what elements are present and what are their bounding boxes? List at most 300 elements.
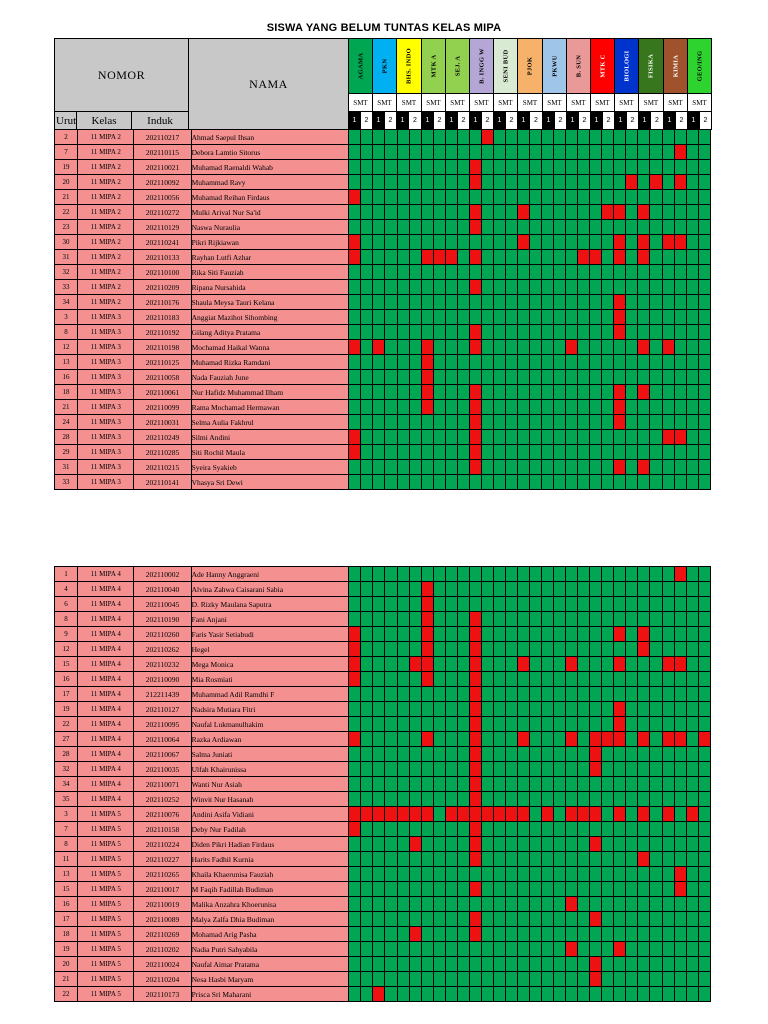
complete-cell — [433, 340, 445, 355]
complete-cell — [445, 912, 457, 927]
complete-cell — [361, 837, 373, 852]
complete-cell — [457, 400, 469, 415]
complete-cell — [349, 325, 361, 340]
complete-cell — [590, 672, 602, 687]
complete-cell — [686, 717, 698, 732]
incomplete-cell — [349, 190, 361, 205]
complete-cell — [457, 295, 469, 310]
complete-cell — [361, 430, 373, 445]
complete-cell — [349, 160, 361, 175]
complete-cell — [602, 430, 614, 445]
complete-cell — [602, 882, 614, 897]
subject-name: FISIKA — [647, 53, 655, 79]
complete-cell — [409, 717, 421, 732]
kelas-cell: 11 MIPA 5 — [78, 852, 134, 867]
complete-cell — [686, 567, 698, 582]
complete-cell — [674, 415, 686, 430]
kelas-cell: 11 MIPA 4 — [78, 672, 134, 687]
nama-cell: Ahmad Saepul Ihsan — [191, 130, 349, 145]
complete-cell — [493, 627, 505, 642]
complete-cell — [469, 295, 481, 310]
complete-cell — [578, 340, 590, 355]
complete-cell — [530, 927, 542, 942]
table-row — [55, 145, 711, 160]
complete-cell — [686, 265, 698, 280]
complete-cell — [493, 235, 505, 250]
incomplete-cell — [469, 325, 481, 340]
incomplete-cell — [614, 310, 626, 325]
complete-cell — [590, 190, 602, 205]
complete-cell — [698, 460, 710, 475]
complete-cell — [505, 912, 517, 927]
nama-cell: Debora Lamtio Sitorus — [191, 145, 349, 160]
complete-cell — [373, 822, 385, 837]
complete-cell — [542, 672, 554, 687]
incomplete-cell — [445, 807, 457, 822]
complete-cell — [421, 460, 433, 475]
complete-cell — [566, 777, 578, 792]
kelas-cell: 11 MIPA 2 — [78, 250, 134, 265]
complete-cell — [674, 627, 686, 642]
complete-cell — [530, 807, 542, 822]
complete-cell — [517, 567, 529, 582]
induk-cell: 202110272 — [134, 205, 191, 220]
nama-cell: Hegel — [191, 642, 349, 657]
complete-cell — [409, 175, 421, 190]
complete-cell — [698, 145, 710, 160]
complete-cell — [481, 280, 493, 295]
semester-2-header: 2 — [650, 111, 664, 130]
complete-cell — [397, 747, 409, 762]
complete-cell — [373, 370, 385, 385]
complete-cell — [614, 927, 626, 942]
complete-cell — [445, 927, 457, 942]
complete-cell — [373, 235, 385, 250]
complete-cell — [361, 627, 373, 642]
complete-cell — [373, 175, 385, 190]
complete-cell — [409, 295, 421, 310]
complete-cell — [590, 205, 602, 220]
complete-cell — [445, 355, 457, 370]
complete-cell — [698, 295, 710, 310]
table-row — [55, 385, 711, 400]
kelas-cell: 11 MIPA 2 — [78, 220, 134, 235]
complete-cell — [517, 912, 529, 927]
complete-cell — [566, 867, 578, 882]
complete-cell — [686, 912, 698, 927]
complete-cell — [349, 852, 361, 867]
complete-cell — [385, 310, 397, 325]
complete-cell — [626, 370, 638, 385]
subject-name: MTK C — [599, 54, 606, 78]
incomplete-cell — [614, 807, 626, 822]
complete-cell — [481, 370, 493, 385]
urut-cell: 31 — [55, 460, 78, 475]
induk-cell: 202110202 — [134, 942, 191, 957]
complete-cell — [638, 175, 650, 190]
complete-cell — [554, 957, 566, 972]
complete-cell — [349, 702, 361, 717]
kelas-cell: 11 MIPA 5 — [78, 882, 134, 897]
incomplete-cell — [614, 415, 626, 430]
incomplete-cell — [409, 807, 421, 822]
complete-cell — [349, 567, 361, 582]
complete-cell — [517, 280, 529, 295]
complete-cell — [481, 957, 493, 972]
incomplete-cell — [542, 807, 554, 822]
complete-cell — [686, 642, 698, 657]
complete-cell — [397, 205, 409, 220]
urut-cell: 21 — [55, 190, 78, 205]
complete-cell — [493, 897, 505, 912]
complete-cell — [349, 927, 361, 942]
complete-cell — [457, 897, 469, 912]
complete-cell — [373, 567, 385, 582]
complete-cell — [554, 972, 566, 987]
complete-cell — [638, 145, 650, 160]
complete-cell — [602, 475, 614, 490]
complete-cell — [445, 310, 457, 325]
complete-cell — [590, 235, 602, 250]
complete-cell — [481, 567, 493, 582]
complete-cell — [433, 430, 445, 445]
complete-cell — [566, 672, 578, 687]
complete-cell — [590, 220, 602, 235]
complete-cell — [554, 295, 566, 310]
complete-cell — [517, 265, 529, 280]
induk-cell: 202110058 — [134, 370, 191, 385]
complete-cell — [542, 837, 554, 852]
complete-cell — [698, 717, 710, 732]
complete-cell — [554, 190, 566, 205]
nama-cell: Khaila Khaerunisa Fauziah — [191, 867, 349, 882]
complete-cell — [590, 400, 602, 415]
complete-cell — [517, 957, 529, 972]
complete-cell — [361, 957, 373, 972]
complete-cell — [698, 897, 710, 912]
complete-cell — [590, 567, 602, 582]
complete-cell — [361, 642, 373, 657]
nama-cell: Siti Rochil Maula — [191, 445, 349, 460]
complete-cell — [397, 972, 409, 987]
complete-cell — [578, 612, 590, 627]
complete-cell — [602, 717, 614, 732]
complete-cell — [626, 582, 638, 597]
complete-cell — [373, 430, 385, 445]
complete-cell — [614, 957, 626, 972]
complete-cell — [409, 822, 421, 837]
urut-cell: 18 — [55, 927, 78, 942]
complete-cell — [686, 460, 698, 475]
subject-header-2 — [372, 38, 397, 94]
complete-cell — [481, 205, 493, 220]
complete-cell — [349, 400, 361, 415]
complete-cell — [493, 190, 505, 205]
incomplete-cell — [469, 852, 481, 867]
complete-cell — [457, 370, 469, 385]
complete-cell — [686, 867, 698, 882]
complete-cell — [421, 175, 433, 190]
complete-cell — [578, 822, 590, 837]
complete-cell — [554, 597, 566, 612]
complete-cell — [530, 445, 542, 460]
nama-cell: D. Rizky Maulana Saputra — [191, 597, 349, 612]
complete-cell — [397, 145, 409, 160]
complete-cell — [662, 597, 674, 612]
complete-cell — [650, 747, 662, 762]
complete-cell — [698, 747, 710, 762]
complete-cell — [650, 822, 662, 837]
complete-cell — [674, 325, 686, 340]
complete-cell — [530, 957, 542, 972]
complete-cell — [349, 747, 361, 762]
induk-cell: 202110019 — [134, 897, 191, 912]
complete-cell — [542, 130, 554, 145]
complete-cell — [517, 400, 529, 415]
incomplete-cell — [614, 325, 626, 340]
complete-cell — [445, 597, 457, 612]
complete-cell — [590, 280, 602, 295]
complete-cell — [469, 942, 481, 957]
complete-cell — [554, 265, 566, 280]
complete-cell — [530, 702, 542, 717]
induk-cell: 202110076 — [134, 807, 191, 822]
complete-cell — [638, 867, 650, 882]
complete-cell — [554, 280, 566, 295]
complete-cell — [349, 265, 361, 280]
semester-1-header: 1 — [638, 111, 651, 130]
complete-cell — [481, 747, 493, 762]
induk-cell: 202110035 — [134, 762, 191, 777]
complete-cell — [517, 310, 529, 325]
complete-cell — [421, 415, 433, 430]
complete-cell — [409, 852, 421, 867]
incomplete-cell — [590, 250, 602, 265]
complete-cell — [397, 430, 409, 445]
table-row — [55, 687, 711, 702]
subject-name: PJOK — [526, 56, 534, 76]
complete-cell — [674, 777, 686, 792]
complete-cell — [530, 822, 542, 837]
complete-cell — [373, 942, 385, 957]
incomplete-cell — [674, 882, 686, 897]
complete-cell — [361, 415, 373, 430]
incomplete-cell — [421, 400, 433, 415]
complete-cell — [542, 567, 554, 582]
complete-cell — [542, 897, 554, 912]
complete-cell — [554, 582, 566, 597]
complete-cell — [614, 822, 626, 837]
complete-cell — [457, 927, 469, 942]
incomplete-cell — [469, 672, 481, 687]
complete-cell — [554, 912, 566, 927]
complete-cell — [626, 385, 638, 400]
complete-cell — [662, 445, 674, 460]
subject-header-7 — [493, 38, 518, 94]
complete-cell — [662, 702, 674, 717]
complete-cell — [433, 942, 445, 957]
complete-cell — [481, 582, 493, 597]
complete-cell — [578, 280, 590, 295]
complete-cell — [590, 777, 602, 792]
complete-cell — [530, 340, 542, 355]
complete-cell — [457, 792, 469, 807]
complete-cell — [421, 897, 433, 912]
urut-cell: 13 — [55, 355, 78, 370]
table-row — [55, 175, 711, 190]
incomplete-cell — [566, 657, 578, 672]
complete-cell — [493, 732, 505, 747]
complete-cell — [650, 145, 662, 160]
complete-cell — [493, 400, 505, 415]
complete-cell — [638, 355, 650, 370]
table-row — [55, 927, 711, 942]
complete-cell — [530, 597, 542, 612]
complete-cell — [433, 220, 445, 235]
complete-cell — [698, 942, 710, 957]
complete-cell — [349, 145, 361, 160]
complete-cell — [433, 852, 445, 867]
table-row — [55, 567, 711, 582]
complete-cell — [614, 687, 626, 702]
complete-cell — [481, 295, 493, 310]
complete-cell — [505, 852, 517, 867]
complete-cell — [662, 687, 674, 702]
incomplete-cell — [349, 732, 361, 747]
complete-cell — [493, 582, 505, 597]
induk-cell: 202110099 — [134, 400, 191, 415]
nama-cell: Muhammad Ravy — [191, 175, 349, 190]
complete-cell — [361, 867, 373, 882]
complete-cell — [373, 852, 385, 867]
complete-cell — [373, 582, 385, 597]
complete-cell — [614, 867, 626, 882]
complete-cell — [505, 175, 517, 190]
complete-cell — [698, 657, 710, 672]
complete-cell — [385, 460, 397, 475]
complete-cell — [626, 672, 638, 687]
induk-cell: 202110040 — [134, 582, 191, 597]
complete-cell — [349, 205, 361, 220]
urut-cell: 33 — [55, 280, 78, 295]
complete-cell — [566, 355, 578, 370]
kelas-cell: 11 MIPA 2 — [78, 265, 134, 280]
kelas-cell: 11 MIPA 3 — [78, 400, 134, 415]
complete-cell — [409, 385, 421, 400]
complete-cell — [578, 310, 590, 325]
semester-2-header: 2 — [699, 111, 712, 130]
complete-cell — [361, 340, 373, 355]
incomplete-cell — [614, 250, 626, 265]
nama-cell: Andini Asifa Vidiani — [191, 807, 349, 822]
complete-cell — [530, 235, 542, 250]
complete-cell — [686, 415, 698, 430]
kelas-cell: 11 MIPA 4 — [78, 657, 134, 672]
smt-header: SMT — [542, 93, 567, 112]
complete-cell — [481, 325, 493, 340]
complete-cell — [614, 175, 626, 190]
complete-cell — [409, 130, 421, 145]
table-row — [55, 597, 711, 612]
complete-cell — [433, 837, 445, 852]
complete-cell — [638, 987, 650, 1002]
kelas-cell: 11 MIPA 4 — [78, 567, 134, 582]
complete-cell — [590, 415, 602, 430]
complete-cell — [626, 762, 638, 777]
complete-cell — [373, 762, 385, 777]
urut-cell: 21 — [55, 400, 78, 415]
table-row — [55, 972, 711, 987]
complete-cell — [361, 987, 373, 1002]
complete-cell — [698, 280, 710, 295]
induk-cell: 202110224 — [134, 837, 191, 852]
complete-cell — [361, 460, 373, 475]
complete-cell — [650, 160, 662, 175]
urut-cell: 3 — [55, 310, 78, 325]
complete-cell — [638, 430, 650, 445]
complete-cell — [626, 280, 638, 295]
induk-cell: 202110017 — [134, 882, 191, 897]
complete-cell — [445, 567, 457, 582]
kelas-cell: 11 MIPA 4 — [78, 777, 134, 792]
complete-cell — [698, 385, 710, 400]
complete-cell — [409, 160, 421, 175]
incomplete-cell — [614, 627, 626, 642]
complete-cell — [397, 582, 409, 597]
complete-cell — [698, 235, 710, 250]
complete-cell — [566, 747, 578, 762]
complete-cell — [566, 912, 578, 927]
complete-cell — [590, 897, 602, 912]
incomplete-cell — [638, 460, 650, 475]
urut-cell: 15 — [55, 657, 78, 672]
nama-cell: Mulki Arival Nur Sa'id — [191, 205, 349, 220]
complete-cell — [385, 612, 397, 627]
complete-cell — [578, 927, 590, 942]
complete-cell — [361, 762, 373, 777]
subject-name: PKN — [381, 58, 388, 74]
complete-cell — [554, 475, 566, 490]
complete-cell — [505, 355, 517, 370]
complete-cell — [698, 777, 710, 792]
complete-cell — [578, 265, 590, 280]
complete-cell — [397, 897, 409, 912]
complete-cell — [530, 220, 542, 235]
incomplete-cell — [638, 807, 650, 822]
complete-cell — [590, 942, 602, 957]
complete-cell — [698, 175, 710, 190]
complete-cell — [445, 657, 457, 672]
incomplete-cell — [469, 927, 481, 942]
complete-cell — [638, 567, 650, 582]
complete-cell — [397, 672, 409, 687]
complete-cell — [433, 597, 445, 612]
complete-cell — [542, 822, 554, 837]
complete-cell — [530, 642, 542, 657]
complete-cell — [517, 687, 529, 702]
smt-header: SMT — [566, 93, 591, 112]
complete-cell — [590, 687, 602, 702]
complete-cell — [397, 175, 409, 190]
complete-cell — [626, 597, 638, 612]
complete-cell — [409, 882, 421, 897]
complete-cell — [554, 627, 566, 642]
complete-cell — [481, 475, 493, 490]
kelas-cell: 11 MIPA 3 — [78, 340, 134, 355]
complete-cell — [698, 852, 710, 867]
complete-cell — [469, 972, 481, 987]
incomplete-cell — [638, 627, 650, 642]
